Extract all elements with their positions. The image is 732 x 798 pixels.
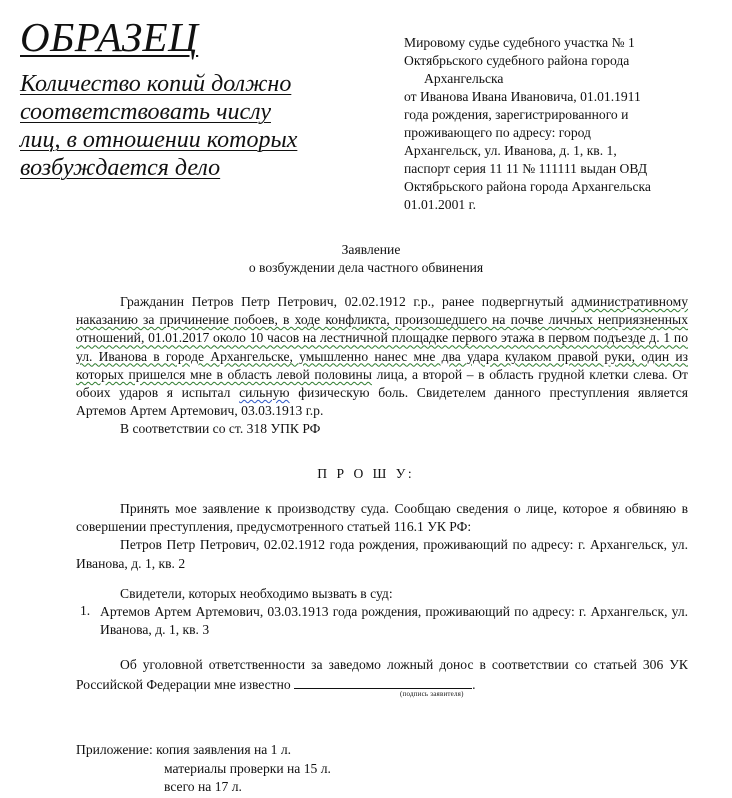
addressee-line: Октябрьского судебного района города bbox=[404, 53, 630, 68]
addressee-line: Октябрьского района города Архангельска bbox=[404, 179, 651, 194]
signature-line bbox=[294, 674, 472, 689]
statement-text-marked: сильную bbox=[239, 385, 290, 401]
statement-text: лица, а второй – в область грудной клетки слева. От обоих ударов я испытал bbox=[76, 366, 689, 401]
addressee-line: проживающего по адресу: город bbox=[404, 125, 591, 140]
sample-note-line: Количество копий должно bbox=[20, 71, 292, 97]
addressee-line: 01.01.2001 г. bbox=[404, 197, 477, 212]
sample-note bbox=[20, 70, 375, 182]
statement-paragraph bbox=[76, 293, 688, 420]
liability-end: . bbox=[472, 677, 476, 693]
request-title: П Р О Ш У: bbox=[317, 466, 415, 481]
legal-basis: В соответствии со ст. 318 УПК РФ bbox=[120, 421, 321, 437]
witness-number: 1. bbox=[80, 603, 91, 618]
sample-title: ОБРАЗЕЦ bbox=[20, 14, 199, 60]
witness-item: Артемов Артем Артемович, 03.03.1913 года рождения, проживающий по адресу: г. Архангельск, ул. Иванова, д. 1, кв. 3 bbox=[100, 604, 688, 638]
attachment-item: всего на 17 л. bbox=[164, 779, 242, 794]
attachment-item: копия заявления на 1 л. bbox=[156, 742, 292, 757]
addressee-line: паспорт серия 11 11 № 111111 выдан ОВД bbox=[404, 161, 648, 176]
witnesses-block bbox=[76, 585, 688, 603]
statement-text: Гражданин Петров Петр Петрович, 02.02.1912 г.р., ранее подвергнутый bbox=[120, 294, 572, 309]
addressee-line: Мировому судье судебного участка № 1 bbox=[404, 35, 635, 50]
signature-caption: (подпись заявителя) bbox=[400, 690, 464, 698]
addressee-line: Архангельска bbox=[424, 71, 504, 86]
liability-text: Об уголовной ответственности за заведомо ложный донос в соответствии со статьей 306 УК Российской Федерации мне известно bbox=[76, 657, 688, 693]
document-subtitle: о возбуждении дела частного обвинения bbox=[248, 260, 484, 275]
sample-note-line: лиц, в отношении которых bbox=[20, 127, 298, 153]
attachment-item: материалы проверки на 15 л. bbox=[164, 760, 331, 776]
document-heading bbox=[0, 241, 732, 277]
attachments-label: Приложение: bbox=[76, 742, 153, 757]
witnesses-label: Свидетели, которых необходимо вызвать в суд: bbox=[120, 586, 393, 601]
statement-text-marked: административному наказанию за причинение побоев, в ходе конфликта, произошедшего на почве личных неприязненных отношений, 01.01.2017 около 10 часов на лестничной площадке первого этажа в первом подъезде д. 1 по ул. Иванова в городе Архангельске, умышленно нанес мне два удара кулаком правой руки, один из которых пришелся мне в область левой половины bbox=[76, 294, 688, 382]
addressee-line: от Иванова Ивана Ивановича, 01.01.1911 bbox=[404, 89, 641, 104]
liability-paragraph bbox=[76, 656, 688, 694]
liability-block bbox=[76, 656, 688, 694]
attachments-block bbox=[76, 741, 331, 797]
request-paragraph: Принять мое заявление к производству суда. Сообщаю сведения о лице, которое я обвиняю в совершении преступления, предусмотренного статьей 116.1 УК РФ: bbox=[76, 501, 688, 535]
statement-text: физическую боль. Свидетелем данного преступления является Артемов Артем Артемович, 03.03.1913 г.р. bbox=[76, 385, 688, 419]
sample-note-line: соответствовать числу bbox=[20, 99, 271, 125]
statement-body bbox=[76, 293, 688, 439]
sample-note-line: возбуждается дело bbox=[20, 155, 221, 181]
addressee-block bbox=[404, 34, 724, 214]
addressee-line: года рождения, зарегистрированного и bbox=[404, 107, 629, 122]
addressee-line: Архангельск, ул. Иванова, д. 1, кв. 1, bbox=[404, 143, 617, 158]
attachment-row bbox=[76, 741, 331, 760]
accused-info: Петров Петр Петрович, 02.02.1912 года рождения, проживающий по адресу: г. Архангельск, ул. Иванова, д. 1, кв. 2 bbox=[76, 537, 688, 571]
sample-block bbox=[20, 14, 375, 182]
request-block bbox=[76, 500, 688, 573]
document-title: Заявление bbox=[341, 242, 401, 257]
